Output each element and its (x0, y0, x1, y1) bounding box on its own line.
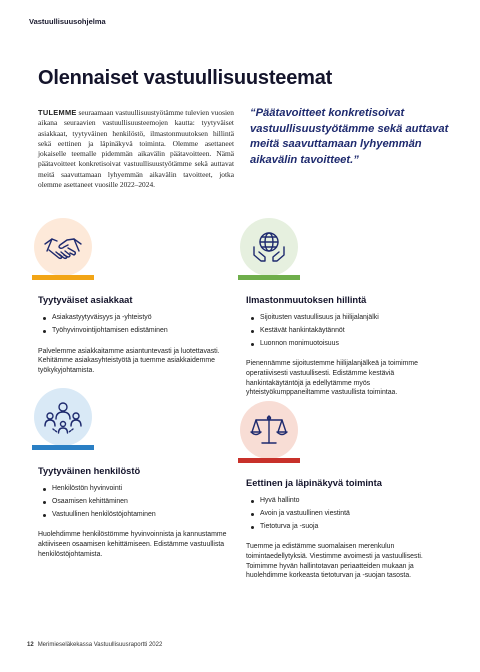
intro-paragraph (38, 108, 234, 190)
section-title: Eettinen ja läpinäkyvä toiminta (246, 478, 382, 488)
bullet-list (246, 495, 446, 533)
page-title: Olennaiset vastuullisuusteemat (38, 67, 333, 89)
intro-text: seuraamaan vastuullisuustyötämme tulevien vuosien aikana seuraavien vastuullisuusteemojen kautta: tyytyväiset asiakkaat, tyytyväinen henkilöstö, ilmastonmuutoksen hillintä sekä eettinen ja läpinäkyvä toiminta. Olemme asettaneet jokaiselle teemalle pidemmän aikavälin päätavoitteen. Nämä päätavoitteet konkretisoivat vastuullisuustyötämme sekä auttavat meitä saavuttamaan lyhyemmän aikavälin tavoitteet, jotka olemme asettaneet vuosille 2022–2024. (38, 108, 234, 190)
staff-icon-tile (34, 388, 92, 450)
list-item: Hyvä hallinto (246, 495, 446, 508)
section-title: Tyytyväinen henkilöstö (38, 466, 141, 476)
bullet-list (38, 312, 238, 338)
section-title: Ilmastonmuutoksen hillintä (246, 295, 367, 305)
section-climate (246, 295, 446, 398)
footer-text: Merimieseläkekassa Vastuullisuusraportti 2022 (37, 642, 163, 648)
intro-lead-word: TULEMME (38, 108, 77, 117)
climate-color-bar (238, 275, 300, 280)
section-customers (38, 295, 238, 375)
page-number: 12 (27, 642, 34, 648)
section-text: Pienennämme sijoitustemme hiilijalanjälkeä ja toimimme operatiivisesti vastuullisesti. Edistämme kestäviä hankintakäytäntöjä ja edellytämme myös yhteistyökumppaneiltamme vastuullista toimintaa. (246, 360, 418, 397)
list-item: Henkilöstön hyvinvointi (38, 483, 238, 496)
section-text: Palvelemme asiakkaitamme asiantuntevasti ja luotettavasti. Kehitämme asiakasyhteistyötä ja tuemme asiakkaidemme työkykyjohtamista. (38, 347, 220, 374)
staff-color-bar (32, 445, 94, 450)
list-item: Avoin ja vastuullinen viestintä (246, 508, 446, 521)
section-text: Tuemme ja edistämme suomalaisen merenkulun toimintaedellytyksiä. Viestimme avoimesti ja vastuullisesti. Toimimme hyvän hallintotavan periaatteiden mukaan ja huolehdimme korkeasta tietoturvan ja -suojan tasosta. (246, 543, 423, 580)
climate-icon-tile (240, 218, 298, 280)
list-item: Sijoitusten vastuullisuus ja hiilijalanjälki (246, 312, 446, 325)
globe-in-hands-icon (249, 227, 289, 267)
ethics-icon-tile (240, 401, 298, 463)
list-item: Vastuullinen henkilöstöjohtaminen (38, 509, 238, 522)
section-title: Tyytyväiset asiakkaat (38, 295, 133, 305)
bullet-list (246, 312, 446, 350)
people-network-icon (43, 397, 83, 437)
section-staff (38, 466, 238, 559)
list-item: Työhyvinvointijohtamisen edistäminen (38, 325, 238, 338)
scales-icon (249, 410, 289, 450)
list-item: Luonnon monimuotoisuus (246, 338, 446, 351)
list-item: Osaamisen kehittäminen (38, 496, 238, 509)
ethics-color-bar (238, 458, 300, 463)
list-item: Asiakastyytyväisyys ja -yhteistyö (38, 312, 238, 325)
bullet-list (38, 483, 238, 521)
customers-color-bar (32, 275, 94, 280)
section-text: Huolehdimme henkilöstömme hyvinvoinnista ja kannustamme aktiiviseen osaamisen kehittämiseen. Edistämme vastuullista henkilöstöjohtamista. (38, 531, 227, 558)
section-header-tag: Vastuullisuusohjelma (29, 17, 106, 26)
section-ethics (246, 478, 446, 581)
handshake-icon (43, 227, 83, 267)
customers-icon-tile (34, 218, 92, 280)
page-footer (27, 642, 162, 648)
list-item: Kestävät hankintakäytännöt (246, 325, 446, 338)
list-item: Tietoturva ja -suoja (246, 521, 446, 534)
pull-quote: “Päätavoitteet konkretisoivat vastuullisuustyötämme sekä auttavat meitä saavuttamaan lyhyemmän aikavälin tavoitteet.” (250, 107, 449, 166)
